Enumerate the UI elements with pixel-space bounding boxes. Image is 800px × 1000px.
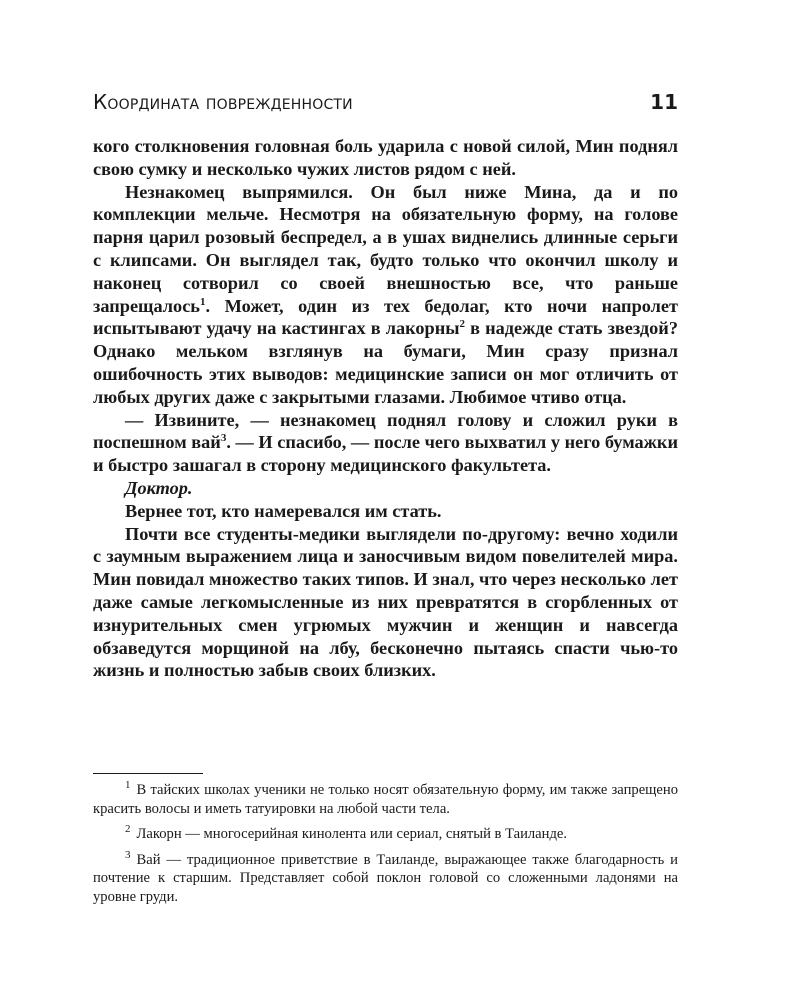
- paragraph-stranger: [93, 181, 678, 409]
- paragraph-text: Незнакомец выпрямился. Он был ниже Мина, да и по комплекции мельче. Несмотря на обязательную форму, на голове парня царил розовый беспредел, а в ушах виднелись длинные серьги с клипсами. Он выглядел так, будто только что окончил школу и наконец сотворил со своей внешностью все, что раньше запрещалось: [93, 181, 678, 316]
- footnote-text: Вай — традиционное приветствие в Таиланде, выражающее также благодарность и почтение к старшим. Представляет собой поклон головой со сложенными ладонями на уровне груди.: [93, 851, 678, 905]
- footnote-ref-1[interactable]: 1: [199, 295, 206, 308]
- footnote-text: В тайских школах ученики не только носят обязательную форму, им также запрещено красить волосы и иметь татуировки на любой части тела.: [93, 782, 678, 817]
- paragraph-medics: Почти все студенты-медики выглядели по-другому: вечно ходили с заумным выражением лица и заносчивым видом повелителей мира. Мин повидал множество таких типов. И знал, что через несколько лет даже самые легкомысленные из них превратятся в сгорбленных от изнурительных смен угрюмых мужчин и женщин и навсегда обзаведутся морщиной на лбу, бесконечно пытаясь спасти чью-то жизнь и полностью забыв своих близких.: [93, 523, 678, 681]
- page-header: [93, 88, 678, 116]
- footnote-mark: 3: [125, 848, 131, 861]
- main-text: [93, 135, 678, 682]
- footnote-1: [93, 781, 678, 818]
- footnote-ref-3[interactable]: 3: [220, 432, 227, 445]
- page-number: 11: [650, 90, 678, 114]
- footnote-ref-2[interactable]: 2: [459, 318, 466, 331]
- paragraph-doctor: Доктор.: [125, 477, 193, 498]
- footnote-2: [93, 825, 678, 844]
- paragraph-text: . — И спасибо, — после чего выхватил у него бумажки и быстро зашагал в сторону медицинского факультета.: [93, 432, 678, 476]
- footnote-3: [93, 848, 678, 907]
- footnote-text: Лакорн — многосерийная кинолента или сериал, снятый в Таиланде.: [136, 826, 568, 843]
- paragraph-text: в надежде стать звездой? Однако мельком взглянув на бумаги, Мин сразу признал ошибочность этих выводов: медицинские записи он мог отличить от любых других даже с закрытыми глазами. Любимое чтиво отца.: [93, 318, 678, 407]
- footnote-mark: 2: [125, 823, 131, 836]
- paragraph-continuation: кого столкновения головная боль ударила с новой силой, Мин поднял свою сумку и несколько чужих листов рядом с ней.: [93, 136, 678, 179]
- paragraph-dialogue: [93, 409, 678, 477]
- running-title: Координата поврежденности: [93, 90, 353, 114]
- footnote-divider: [93, 773, 203, 774]
- paragraph-rather: Вернее тот, кто намеревался им стать.: [125, 500, 442, 521]
- footnote-mark: 1: [125, 779, 131, 792]
- paragraph-text: . Может, один из тех бедолаг, кто ночи напролет испытывают удачу на кастингах в лакорны: [93, 295, 678, 339]
- paragraph-text: — Извините, — незнакомец поднял голову и сложил руки в поспешном вай: [93, 409, 678, 453]
- footnotes: [93, 781, 678, 914]
